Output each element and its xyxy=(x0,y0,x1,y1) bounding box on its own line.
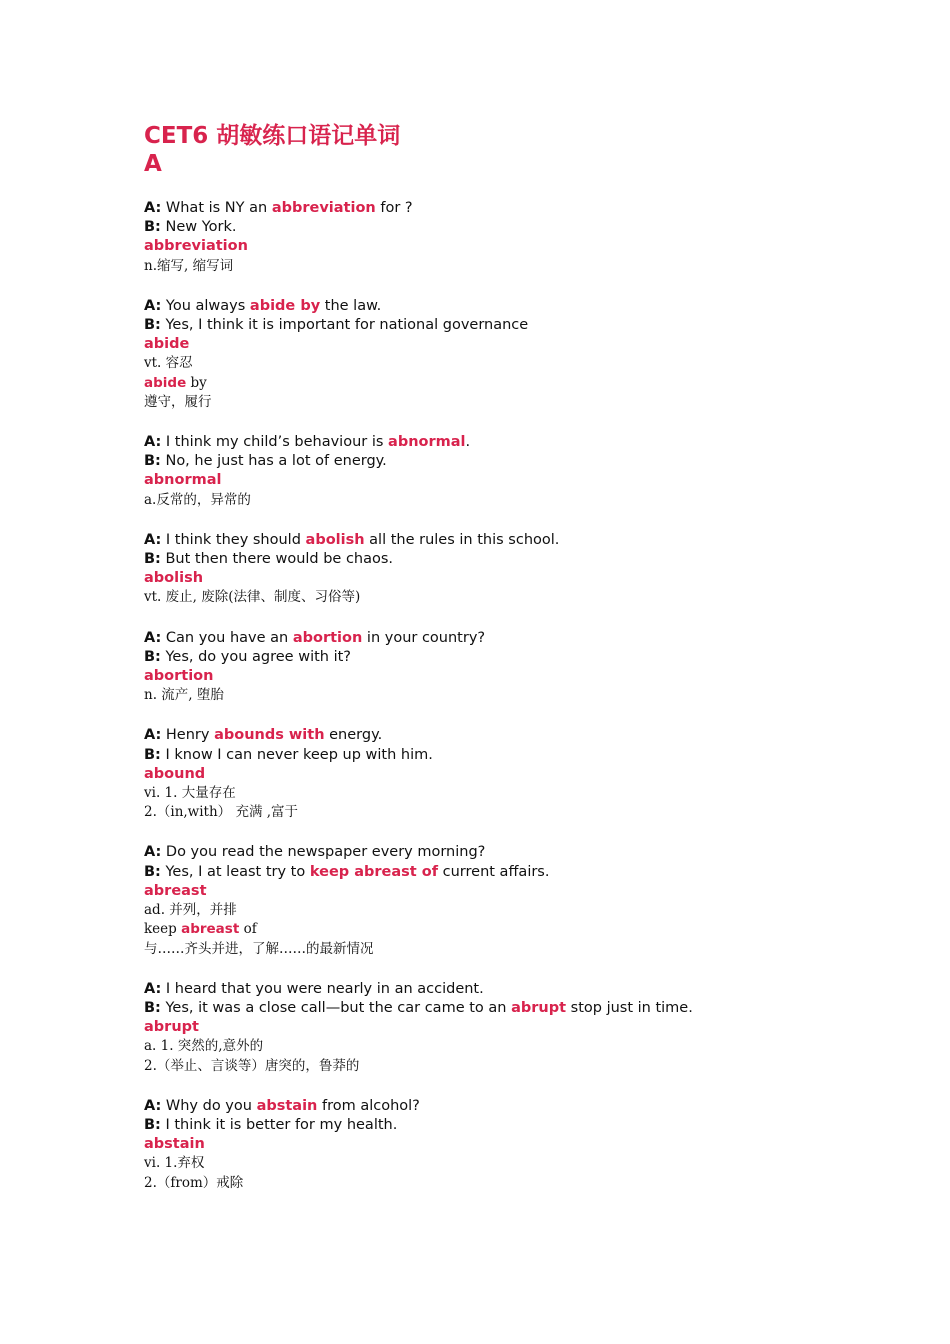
vocab-entry xyxy=(144,629,844,706)
highlighted-term: abbreviation xyxy=(271,200,376,216)
dialogue-text: all the rules in this school. xyxy=(364,531,560,548)
dialogue-line-b xyxy=(144,316,844,335)
dialogue-line-a xyxy=(144,531,844,550)
speaker-label: A: xyxy=(144,1097,162,1114)
dialogue-text: I think they should xyxy=(165,531,306,548)
definition-text: vi. 1.弃权 xyxy=(144,1155,205,1172)
definition-line xyxy=(144,940,844,959)
highlighted-term: abnormal xyxy=(388,434,466,451)
dialogue-text: Yes, it was a close call—but the car came to an xyxy=(165,999,512,1016)
definition-text: ad. 并列，并排 xyxy=(144,902,237,919)
definition-line xyxy=(144,920,844,939)
definition-line xyxy=(144,1154,844,1173)
dialogue-text: You always xyxy=(165,297,250,314)
definition-line xyxy=(144,901,844,920)
dialogue-text: Yes, do you agree with it? xyxy=(165,648,351,665)
dialogue-line-a xyxy=(144,1097,844,1116)
speaker-label: A: xyxy=(144,434,162,451)
definition-text: 与……齐头并进，了解……的最新情况 xyxy=(144,940,374,957)
dialogue-text: But then there would be chaos. xyxy=(165,551,394,568)
speaker-label: A: xyxy=(144,531,162,548)
dialogue-text: I think it is better for my health. xyxy=(165,1116,398,1133)
definition-text: of xyxy=(239,921,257,938)
dialogue-line-a xyxy=(144,629,844,648)
definition-line xyxy=(144,491,844,510)
definition-text: 2.（from）戒除 xyxy=(144,1174,244,1191)
dialogue-line-b xyxy=(144,746,844,765)
dialogue-text: in your country? xyxy=(362,629,486,646)
page-title: CET6 胡敏练口语记单词 xyxy=(144,123,401,149)
highlighted-term: abide xyxy=(144,374,187,391)
dialogue-text: I think my child’s behaviour is xyxy=(165,434,389,451)
vocab-entry xyxy=(144,199,844,276)
dialogue-line-b xyxy=(144,218,844,237)
definition-line xyxy=(144,354,844,373)
dialogue-line-b xyxy=(144,648,844,667)
highlighted-term: abstain xyxy=(256,1097,318,1114)
dialogue-line-a xyxy=(144,199,844,218)
definition-text: 遵守，履行 xyxy=(144,393,212,410)
speaker-label: B: xyxy=(144,551,161,568)
dialogue-text: No, he just has a lot of energy. xyxy=(165,453,387,470)
dialogue-text: stop just in time. xyxy=(566,999,693,1016)
speaker-label: B: xyxy=(144,648,161,665)
headword: abound xyxy=(144,765,206,782)
headword: abstain xyxy=(144,1136,205,1153)
highlighted-term: abounds with xyxy=(214,727,325,744)
definition-line xyxy=(144,393,844,412)
speaker-label: B: xyxy=(144,453,161,470)
highlighted-term: abortion xyxy=(292,629,363,646)
vocab-entry xyxy=(144,726,844,822)
definition-text: vt. 废止, 废除(法律、制度、习俗等) xyxy=(144,589,361,606)
definition-text: n. 流产, 堕胎 xyxy=(144,687,224,704)
definition-text: n.缩写, 缩写词 xyxy=(144,257,234,274)
highlighted-term: abrupt xyxy=(511,999,567,1016)
definition-text: 2.（in,with） 充满 ,富于 xyxy=(144,804,299,821)
speaker-label: B: xyxy=(144,999,161,1016)
highlighted-term: keep abreast of xyxy=(309,863,439,880)
dialogue-text: . xyxy=(465,434,471,451)
speaker-label: B: xyxy=(144,863,161,880)
speaker-label: A: xyxy=(144,727,162,744)
definition-line xyxy=(144,588,844,607)
highlighted-term: abreast xyxy=(181,921,240,938)
vocab-entry xyxy=(144,1097,844,1193)
definition-line xyxy=(144,1037,844,1056)
dialogue-text: I know I can never keep up with him. xyxy=(165,746,433,763)
dialogue-line-a xyxy=(144,433,844,452)
definition-text: keep xyxy=(144,921,182,938)
speaker-label: A: xyxy=(144,980,162,997)
vocab-entry xyxy=(144,433,844,510)
dialogue-text: current affairs. xyxy=(438,863,550,880)
speaker-label: A: xyxy=(144,297,162,314)
dialogue-text: energy. xyxy=(324,727,383,744)
definition-line xyxy=(144,1174,844,1193)
dialogue-line-b xyxy=(144,863,844,882)
speaker-label: B: xyxy=(144,219,161,236)
dialogue-line-a xyxy=(144,980,844,999)
dialogue-text: I heard that you were nearly in an accident. xyxy=(165,980,484,997)
definition-line xyxy=(144,374,844,393)
dialogue-text: for ? xyxy=(375,200,413,216)
headword: abrupt xyxy=(144,1019,199,1036)
entry-list xyxy=(144,199,844,1193)
dialogue-text: from alcohol? xyxy=(317,1097,420,1114)
definition-text: vt. 容忍 xyxy=(144,355,193,372)
definition-line xyxy=(144,1057,844,1076)
headword: abnormal xyxy=(144,472,222,489)
dialogue-text: Yes, I think it is important for national governance xyxy=(165,317,529,334)
vocab-entry xyxy=(144,980,844,1076)
headword: abolish xyxy=(144,570,204,587)
highlighted-term: abide by xyxy=(249,297,321,314)
section-letter: A xyxy=(144,151,162,177)
definition-text: vi. 1. 大量存在 xyxy=(144,785,236,802)
vocab-entry xyxy=(144,297,844,412)
definition-line xyxy=(144,686,844,705)
speaker-label: A: xyxy=(144,844,162,861)
definition-text: by xyxy=(186,374,207,391)
dialogue-text: the law. xyxy=(320,297,382,314)
vocab-entry xyxy=(144,531,844,608)
dialogue-line-b xyxy=(144,550,844,569)
definition-line xyxy=(144,803,844,822)
highlighted-term: abolish xyxy=(305,531,365,548)
definition-line xyxy=(144,784,844,803)
speaker-label: A: xyxy=(144,200,162,216)
headword: abide xyxy=(144,336,190,353)
dialogue-text: New York. xyxy=(165,219,237,236)
definition-line xyxy=(144,257,844,276)
vocab-entry xyxy=(144,843,844,958)
headword: abortion xyxy=(144,668,214,685)
dialogue-line-a xyxy=(144,726,844,745)
definition-text: 2.（举止、言谈等）唐突的，鲁莽的 xyxy=(144,1057,360,1074)
speaker-label: B: xyxy=(144,746,161,763)
dialogue-line-a xyxy=(144,843,844,862)
dialogue-line-a xyxy=(144,297,844,316)
speaker-label: B: xyxy=(144,1116,161,1133)
dialogue-text: Can you have an xyxy=(165,629,293,646)
definition-text: a. 1. 突然的,意外的 xyxy=(144,1038,264,1055)
dialogue-line-b xyxy=(144,452,844,471)
headword: abreast xyxy=(144,882,207,899)
dialogue-text: Do you read the newspaper every morning? xyxy=(165,844,486,861)
dialogue-line-b xyxy=(144,999,844,1018)
definition-text: a.反常的，异常的 xyxy=(144,491,251,508)
speaker-label: A: xyxy=(144,629,162,646)
dialogue-text: Yes, I at least try to xyxy=(165,863,310,880)
speaker-label: B: xyxy=(144,317,161,334)
headword: abbreviation xyxy=(144,238,248,255)
dialogue-text: Why do you xyxy=(165,1097,257,1114)
dialogue-text: What is NY an xyxy=(165,200,272,216)
document-body xyxy=(144,122,844,1214)
dialogue-line-b xyxy=(144,1116,844,1135)
dialogue-text: Henry xyxy=(165,727,215,744)
